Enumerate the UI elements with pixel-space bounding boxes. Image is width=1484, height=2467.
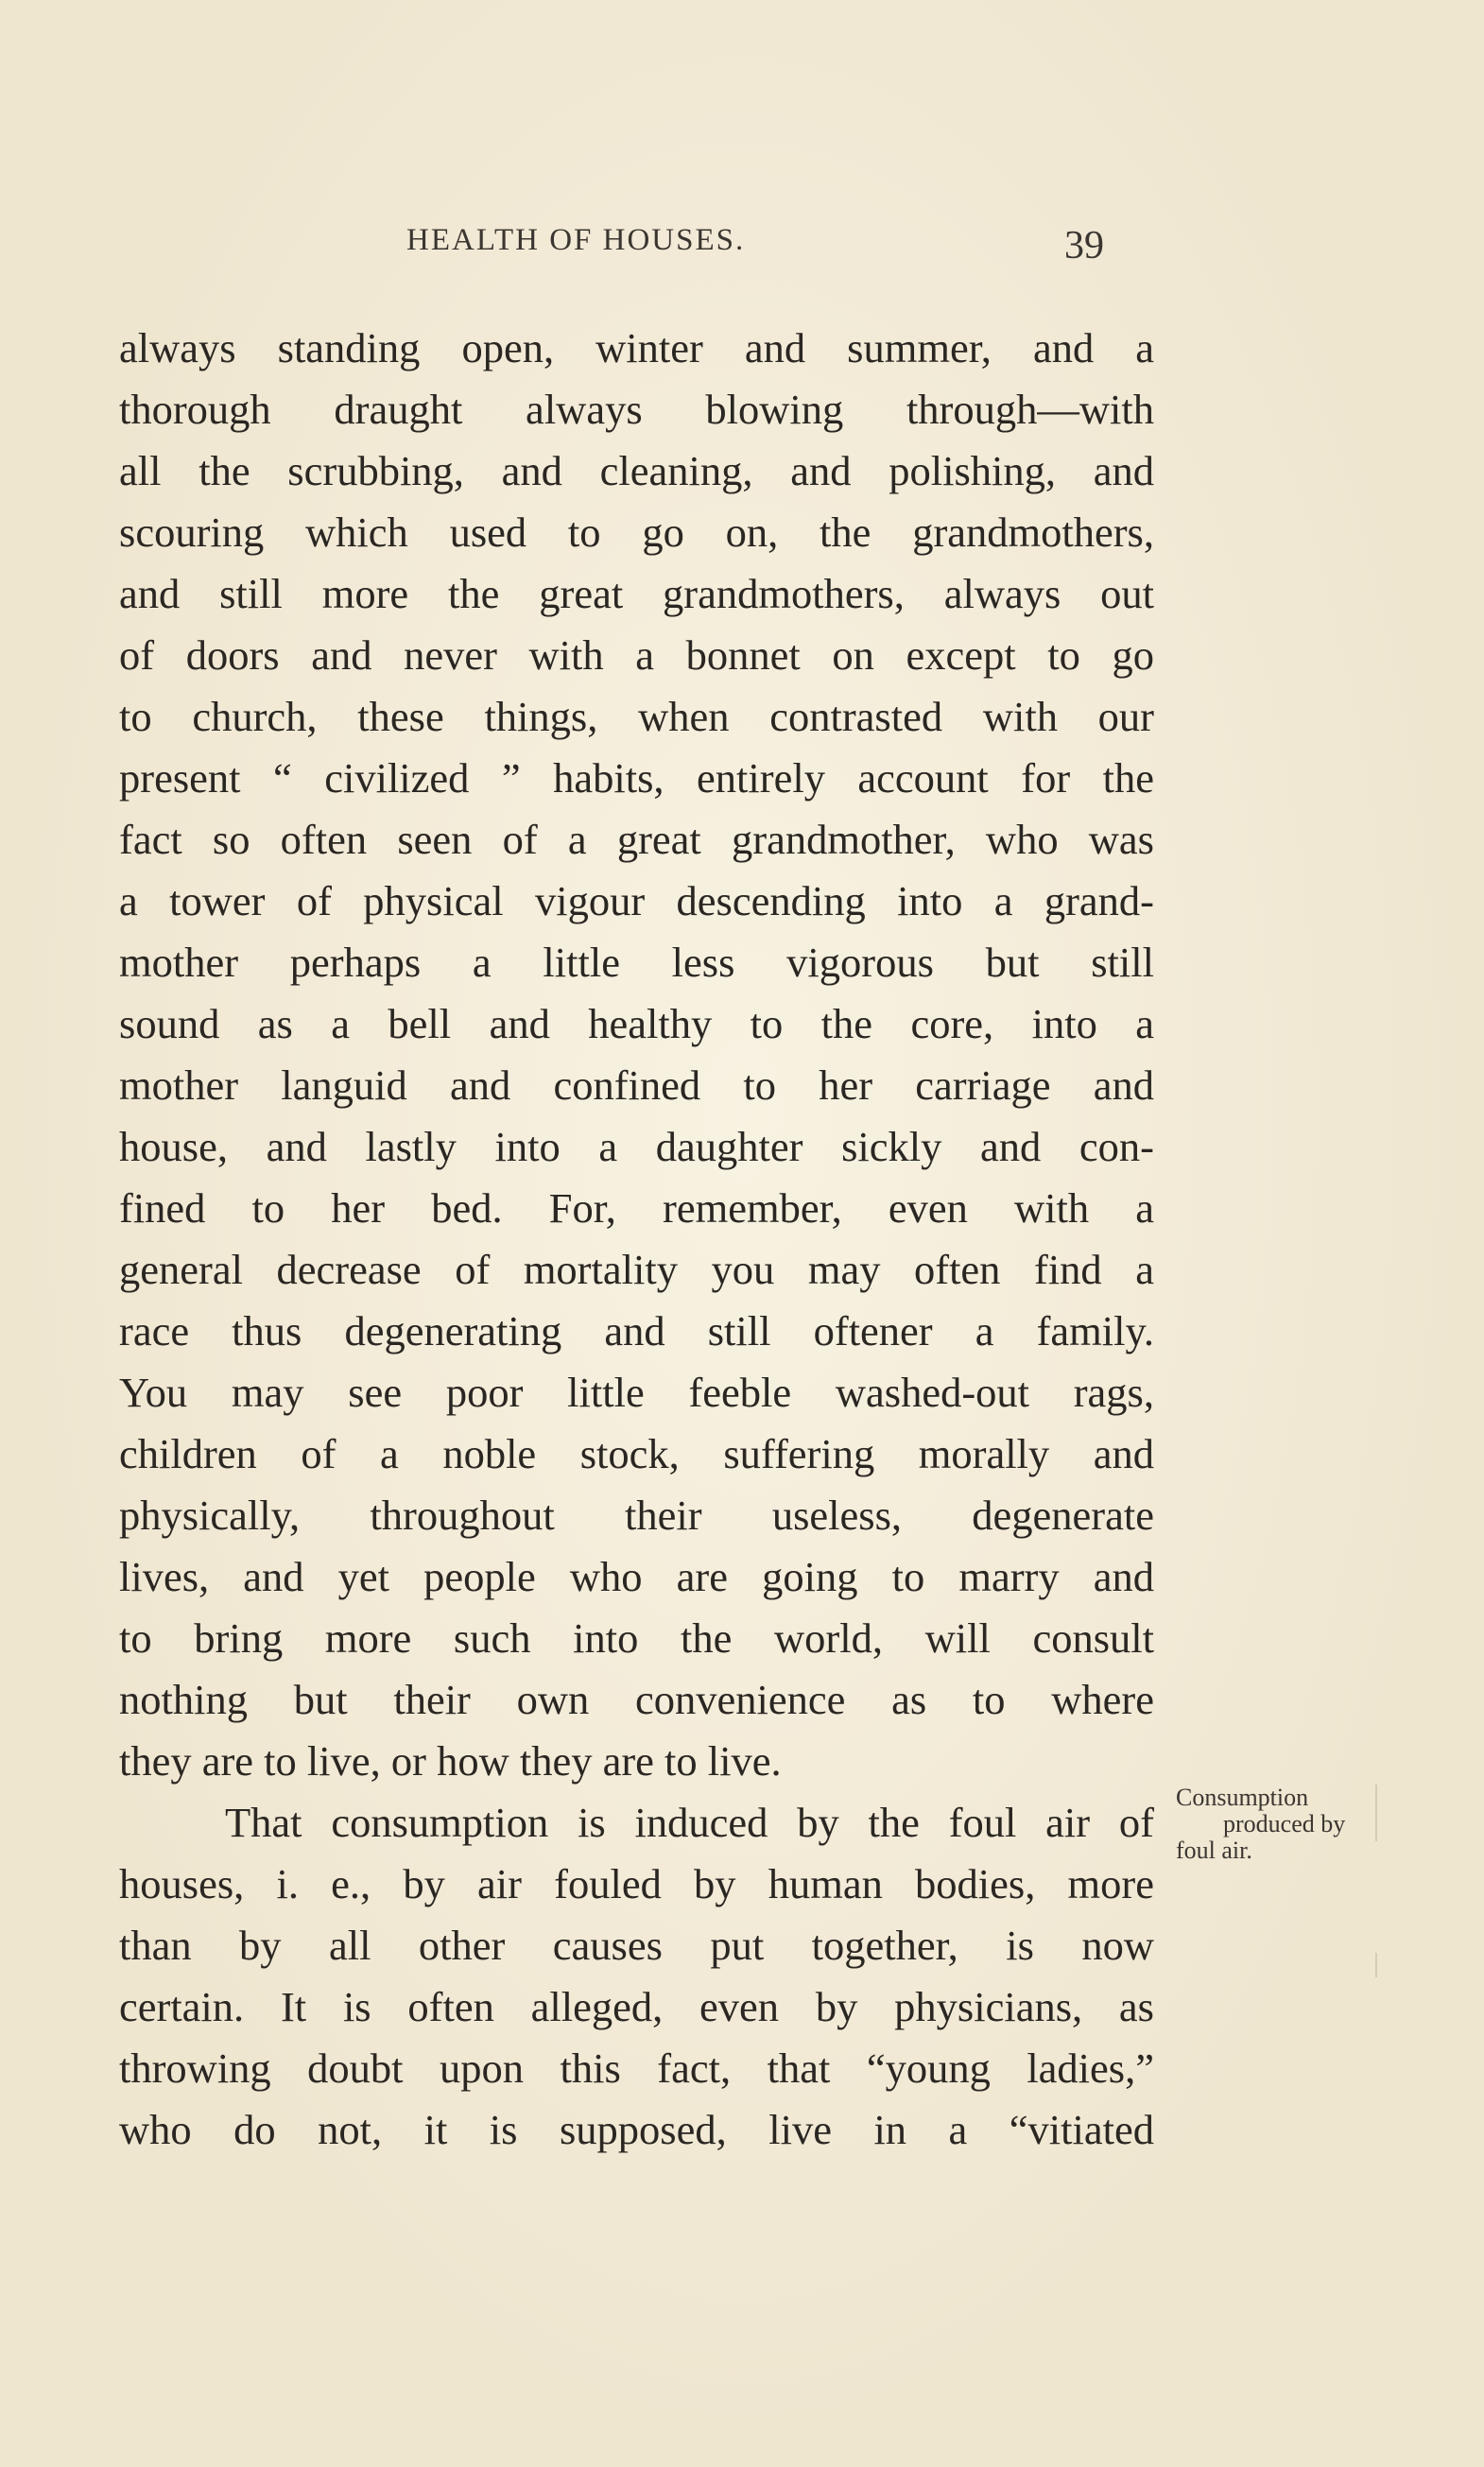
page-number: 39 bbox=[1064, 224, 1104, 267]
text-line: fined to her bed. For, remember, even with a bbox=[119, 1184, 1154, 1232]
text-line: to bring more such into the world, will consult bbox=[119, 1614, 1154, 1662]
text-line: You may see poor little feeble washed-out rags, bbox=[119, 1369, 1154, 1416]
text-line: lives, and yet people who are going to marry and bbox=[119, 1553, 1154, 1600]
text-line: fact so often seen of a great grandmother, who was bbox=[119, 816, 1154, 863]
margin-crease bbox=[1375, 1953, 1377, 1977]
text-line: sound as a bell and healthy to the core, into a bbox=[119, 1000, 1154, 1047]
text-line: always standing open, winter and summer, and a bbox=[119, 324, 1154, 371]
text-line: to church, these things, when contrasted with our bbox=[119, 693, 1154, 740]
marginal-note-line: produced by bbox=[1223, 1810, 1346, 1837]
marginal-note-line: foul air. bbox=[1176, 1837, 1252, 1864]
margin-crease bbox=[1375, 1785, 1377, 1841]
text-line: thorough draught always blowing through—with bbox=[119, 386, 1154, 433]
paragraph-end-line: they are to live, or how they are to live. bbox=[119, 1737, 782, 1785]
text-line: children of a noble stock, suffering morally and bbox=[119, 1430, 1154, 1477]
marginal-note bbox=[1176, 1785, 1346, 1864]
text-line: physically, throughout their useless, degenerate bbox=[119, 1492, 1154, 1539]
text-line: race thus degenerating and still oftener a family. bbox=[119, 1307, 1154, 1354]
body-text bbox=[119, 318, 1154, 2161]
text-line: and still more the great grandmothers, always out bbox=[119, 570, 1154, 617]
text-line: certain. It is often alleged, even by physicians, as bbox=[119, 1983, 1154, 2030]
marginal-note-line: Consumption bbox=[1176, 1784, 1309, 1811]
text-line: than by all other causes put together, is now bbox=[119, 1922, 1154, 1969]
text-line: houses, i. e., by air fouled by human bodies, more bbox=[119, 1860, 1154, 1907]
text-line: house, and lastly into a daughter sickly and con- bbox=[119, 1123, 1154, 1170]
text-line: of doors and never with a bonnet on except to go bbox=[119, 631, 1154, 679]
text-line: present “ civilized ” habits, entirely account for the bbox=[119, 754, 1154, 802]
text-line: general decrease of mortality you may often find a bbox=[119, 1246, 1154, 1293]
text-line: mother perhaps a little less vigorous but still bbox=[119, 939, 1154, 986]
text-line: nothing but their own convenience as to where bbox=[119, 1676, 1154, 1723]
text-line: who do not, it is supposed, live in a “vitiated bbox=[119, 2106, 1154, 2153]
text-line: all the scrubbing, and cleaning, and polishing, and bbox=[119, 447, 1154, 494]
text-line: throwing doubt upon this fact, that “young ladies,” bbox=[119, 2044, 1154, 2092]
text-line: a tower of physical vigour descending into a grand- bbox=[119, 877, 1154, 924]
running-head: HEALTH OF HOUSES. bbox=[406, 223, 746, 257]
paragraph-start-line: That consumption is induced by the foul air of bbox=[225, 1799, 1154, 1846]
text-line: mother languid and confined to her carriage and bbox=[119, 1061, 1154, 1109]
text-line: scouring which used to go on, the grandmothers, bbox=[119, 509, 1154, 556]
